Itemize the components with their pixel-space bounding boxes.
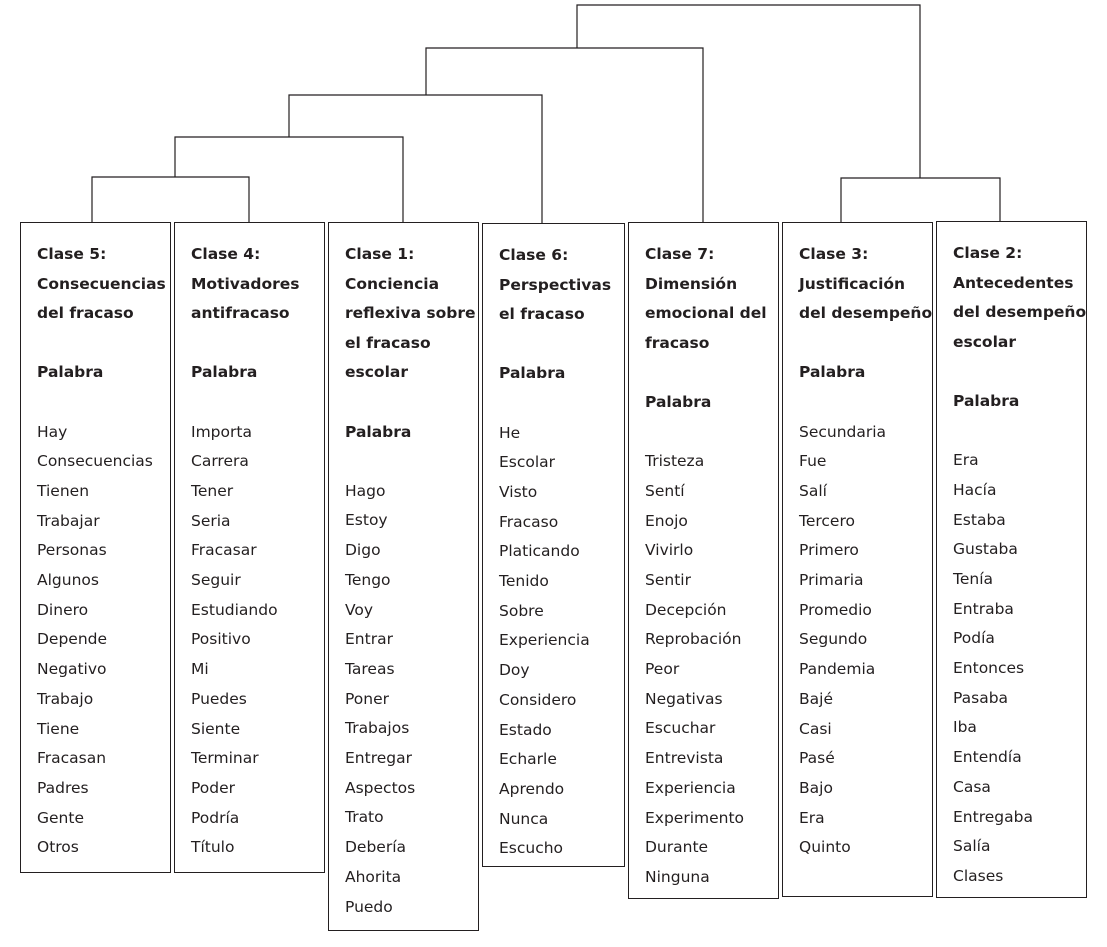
word-item: Clases xyxy=(953,867,1004,885)
class-box-clase-6 xyxy=(482,223,625,867)
class-title-line: fracaso xyxy=(645,333,710,352)
class-title xyxy=(645,240,768,358)
word-list xyxy=(345,477,468,923)
word-item: Positivo xyxy=(191,630,251,649)
word-item: Decepción xyxy=(645,600,727,619)
word-item: Reprobación xyxy=(645,630,742,649)
word-item: Bajé xyxy=(799,689,833,708)
word-item: Hay xyxy=(37,422,68,441)
word-list xyxy=(799,418,922,864)
class-title-line: Conciencia xyxy=(345,274,440,293)
word-item: Nunca xyxy=(499,809,549,828)
link-c5416-clase7 xyxy=(426,48,703,222)
column-header: Palabra xyxy=(191,363,258,382)
class-title-line: escolar xyxy=(345,363,408,382)
word-list xyxy=(37,418,160,864)
class-title-line: antifracaso xyxy=(191,304,290,323)
class-box-clase-3 xyxy=(782,222,933,897)
word-list xyxy=(191,418,314,864)
class-title-line: Dimensión xyxy=(645,274,738,293)
link-clase5-clase4 xyxy=(92,177,249,222)
word-item: Entrar xyxy=(345,630,393,649)
class-title-line: Clase 2: xyxy=(953,244,1023,262)
class-title xyxy=(953,239,1087,357)
word-item: Salí xyxy=(799,481,827,500)
word-item: Puedo xyxy=(345,897,393,916)
column-header: Palabra xyxy=(799,363,866,382)
class-title-line: Clase 1: xyxy=(345,245,415,263)
word-item: Fracasan xyxy=(37,749,107,768)
word-item: Entendía xyxy=(953,748,1022,767)
word-item: Siente xyxy=(191,719,241,738)
word-item: Segundo xyxy=(799,630,868,649)
word-item: Fracaso xyxy=(499,512,559,531)
word-item: Tener xyxy=(191,481,234,500)
link-clase3-clase2 xyxy=(841,178,1000,222)
word-item: Peor xyxy=(645,660,680,679)
class-title-line: del desempeño xyxy=(953,303,1087,322)
word-item: Era xyxy=(799,808,825,827)
word-item: Bajo xyxy=(799,779,833,797)
word-item: Mi xyxy=(191,660,209,679)
word-item: Enojo xyxy=(645,511,688,530)
word-item: Seguir xyxy=(191,571,241,590)
word-item: Seria xyxy=(191,511,231,530)
word-item: Gente xyxy=(37,808,84,827)
word-item: Aprendo xyxy=(499,780,565,798)
word-item: Tengo xyxy=(345,570,391,589)
class-box-clase-7 xyxy=(628,222,779,899)
word-item: Gustaba xyxy=(953,540,1018,559)
link-c541-clase6 xyxy=(289,95,542,223)
class-title-line: reflexiva sobre xyxy=(345,304,476,323)
word-item: Experimento xyxy=(645,808,745,827)
word-item: Tiene xyxy=(37,719,80,738)
class-title-line: Consecuencias xyxy=(37,274,166,293)
word-item: Escuchar xyxy=(645,719,716,738)
class-box-clase-2 xyxy=(936,221,1087,898)
word-item: Experiencia xyxy=(645,778,736,797)
word-item: Hacía xyxy=(953,480,997,499)
word-item: Entregar xyxy=(345,749,412,768)
class-title xyxy=(345,240,476,388)
word-item: Doy xyxy=(499,661,530,680)
word-list xyxy=(499,419,614,865)
word-item: Estaba xyxy=(953,510,1006,529)
word-item: Debería xyxy=(345,838,407,857)
word-item: Trabajos xyxy=(345,719,410,738)
word-item: Carrera xyxy=(191,452,249,471)
class-title-line: Clase 4: xyxy=(191,245,261,263)
word-item: Poner xyxy=(345,689,390,708)
word-item: Tareas xyxy=(345,659,395,678)
word-item: Podría xyxy=(191,808,240,827)
word-item: Entonces xyxy=(953,659,1025,678)
class-title xyxy=(499,241,614,330)
class-box-clase-1 xyxy=(328,222,479,931)
column-header: Palabra xyxy=(345,422,412,441)
word-item: Durante xyxy=(645,838,709,857)
word-item: Iba xyxy=(953,718,977,737)
class-title-line: Clase 3: xyxy=(799,245,869,263)
word-item: Estudiando xyxy=(191,600,278,619)
word-item: Trabajar xyxy=(37,511,100,530)
class-box-clase-5 xyxy=(20,222,171,873)
word-item: Aspectos xyxy=(345,778,416,797)
word-item: Consecuencias xyxy=(37,452,153,471)
class-title-line: Motivadores xyxy=(191,274,300,293)
word-item: Ahorita xyxy=(345,867,402,886)
word-item: Otros xyxy=(37,838,79,857)
class-title xyxy=(799,240,933,329)
word-item: Promedio xyxy=(799,600,872,619)
class-title-line: Perspectivas xyxy=(499,275,612,294)
word-list xyxy=(645,447,768,893)
class-title-line: del desempeño xyxy=(799,304,933,323)
word-item: Fracasar xyxy=(191,541,257,560)
word-item: Escucho xyxy=(499,839,564,858)
word-item: Sentí xyxy=(645,481,685,500)
word-item: Platicando xyxy=(499,542,580,561)
word-list xyxy=(953,446,1076,892)
word-item: Tienen xyxy=(37,481,90,500)
word-item: Tercero xyxy=(799,511,855,530)
word-item: Algunos xyxy=(37,571,99,590)
word-item: Terminar xyxy=(191,749,259,768)
link-root xyxy=(577,5,920,178)
class-title-line: emocional del xyxy=(645,304,767,323)
word-item: Salía xyxy=(953,837,991,856)
word-item: Tenía xyxy=(953,569,993,588)
class-title-line: del fracaso xyxy=(37,304,134,323)
word-item: Hago xyxy=(345,481,386,500)
word-item: Fue xyxy=(799,452,827,471)
word-item: Casa xyxy=(953,777,991,796)
word-item: Puedes xyxy=(191,689,247,708)
word-item: Estado xyxy=(499,720,552,739)
class-title-line: Justificación xyxy=(799,274,906,293)
column-header: Palabra xyxy=(499,364,566,383)
word-item: Primero xyxy=(799,541,859,560)
word-item: Entraba xyxy=(953,599,1014,618)
word-item: Título xyxy=(191,838,235,857)
word-item: Tenido xyxy=(499,572,549,591)
word-item: Secundaria xyxy=(799,422,887,441)
word-item: Dinero xyxy=(37,600,89,619)
word-item: Quinto xyxy=(799,838,851,857)
class-title xyxy=(37,240,166,329)
word-item: Importa xyxy=(191,422,252,441)
word-item: Podía xyxy=(953,629,995,648)
word-item: Visto xyxy=(499,482,538,501)
word-item: Escolar xyxy=(499,453,556,472)
word-item: Sobre xyxy=(499,601,544,620)
word-item: Personas xyxy=(37,541,107,560)
word-item: Trato xyxy=(345,808,384,827)
word-item: Primaria xyxy=(799,571,864,590)
word-item: Pasaba xyxy=(953,688,1009,707)
word-item: Vivirlo xyxy=(645,541,694,560)
word-item: Pandemia xyxy=(799,660,876,679)
word-item: Depende xyxy=(37,630,108,649)
word-item: Tristeza xyxy=(645,452,705,471)
word-item: Estoy xyxy=(345,511,388,530)
word-item: Pasé xyxy=(799,749,835,768)
word-item: Negativo xyxy=(37,660,107,679)
word-item: He xyxy=(499,423,521,442)
word-item: Casi xyxy=(799,719,832,738)
word-item: Padres xyxy=(37,779,89,797)
class-title-line: Clase 6: xyxy=(499,246,569,264)
class-box-clase-4 xyxy=(174,222,325,873)
class-title-line: Clase 7: xyxy=(645,245,715,263)
word-item: Sentir xyxy=(645,570,691,589)
link-c54-clase1 xyxy=(175,137,403,222)
word-item: Ninguna xyxy=(645,868,710,886)
word-item: Considero xyxy=(499,690,577,709)
class-title-line: Antecedentes xyxy=(953,273,1074,292)
class-title xyxy=(191,240,314,329)
word-item: Negativas xyxy=(645,689,723,708)
word-item: Era xyxy=(953,451,979,470)
column-header: Palabra xyxy=(953,391,1020,410)
word-item: Poder xyxy=(191,779,236,797)
word-item: Entregaba xyxy=(953,807,1033,826)
word-item: Voy xyxy=(345,600,374,619)
word-item: Entrevista xyxy=(645,749,724,768)
class-title-line: escolar xyxy=(953,332,1016,351)
word-item: Digo xyxy=(345,541,381,560)
class-title-line: Clase 5: xyxy=(37,245,107,263)
word-item: Experiencia xyxy=(499,631,590,650)
word-item: Trabajo xyxy=(37,689,94,708)
class-title-line: el fracaso xyxy=(345,333,431,352)
word-item: Echarle xyxy=(499,750,557,769)
class-title-line: el fracaso xyxy=(499,305,585,324)
column-header: Palabra xyxy=(37,363,104,382)
column-header: Palabra xyxy=(645,392,712,411)
